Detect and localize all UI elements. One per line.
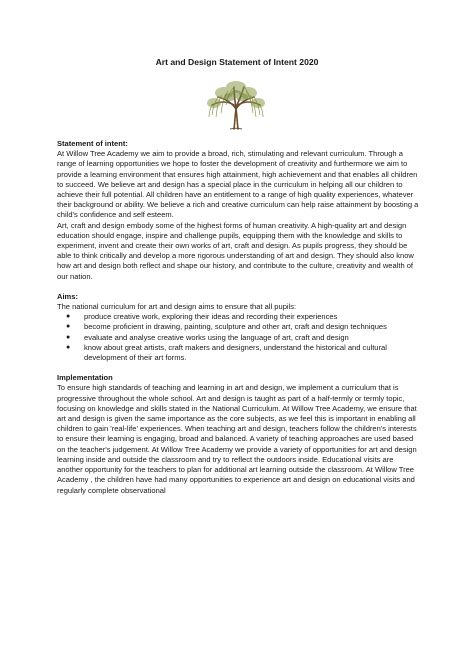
intent-paragraph-1: At Willow Tree Academy we aim to provide a broad, rich, stimulating and relevant curriculum. Through a range of learning opportunities we hope to foster the development of creativity and furthermore we aim to provide a learning environment that ensures high attainment, high achievement and that enables all children to succeed. We believe art and design has a special place in the curriculum in helping all our children to achieve their full potential. All children have an entitlement to a range of high quality experiences, whatever their background or ability. We believe a rich and creative curriculum can help raise attainment by boosting a child's confidence and self esteem. [57,149,419,220]
willow-tree-logo [204,79,268,131]
bullet-icon: ● [66,333,71,341]
section-heading-intent: Statement of intent: [57,139,128,148]
bullet-icon: ● [66,323,71,331]
list-item: ● produce creative work, exploring their ideas and recording their experiences [66,312,338,322]
document-title: Art and Design Statement of Intent 2020 [155,57,319,67]
intent-paragraph-2: Art, craft and design embody some of the highest forms of human creativity. A high-quality art and design education should engage, inspire and challenge pupils, equipping them with the knowledge and skills to experiment, invent and create their own works of art, craft and design. As pupils progress, they should be able to think critically and develop a more rigorous understanding of art and design. They should also know how art and design both reflect and shape our history, and contribute to the culture, creativity and wealth of our nation. [57,220,414,281]
implementation-paragraph: To ensure high standards of teaching and learning in art and design, we implement a curriculum that is progressive throughout the whole school. Art and design is taught as part of a half-termly or termly topic, focusing on knowledge and skills stated in the National Curriculum. At Willow Tree Academy, we ensure that art and design is given the same importance as the core subjects, as we feel this is important in enabling all children to gain 'real-life' experiences. When teaching art and design, teachers follow the children's interests to ensure their learning is engaging, broad and balanced. A variety of teaching approaches are used based on the teacher's judgement. At Willow Tree Academy we provide a variety of opportunities for art and design learning inside and outside the classroom and try to reflect the outdoors inside. Educational visits are another opportunity for the teachers to plan for additional art learning outside the classroom. At Willow Tree Academy , the children have had many opportunities to experience art and design on educational visits and regularly complete observational [57,383,417,495]
list-item: ● evaluate and analyse creative works using the language of art, craft and design [66,332,349,342]
section-heading-aims: Aims: [57,291,78,301]
section-heading-implementation: Implementation [57,373,113,383]
aims-list [57,312,421,363]
bullet-icon: ● [66,343,71,351]
document-body [57,139,421,496]
list-item: ● know about great artists, craft makers and designers, understand the historical and cultural development of their art forms. [66,342,387,363]
list-item: ● become proficient in drawing, painting, sculpture and other art, craft and design techniques [66,322,387,332]
bullet-icon: ● [66,313,71,321]
aims-intro: The national curriculum for art and design aims to ensure that all pupils: [57,302,297,312]
